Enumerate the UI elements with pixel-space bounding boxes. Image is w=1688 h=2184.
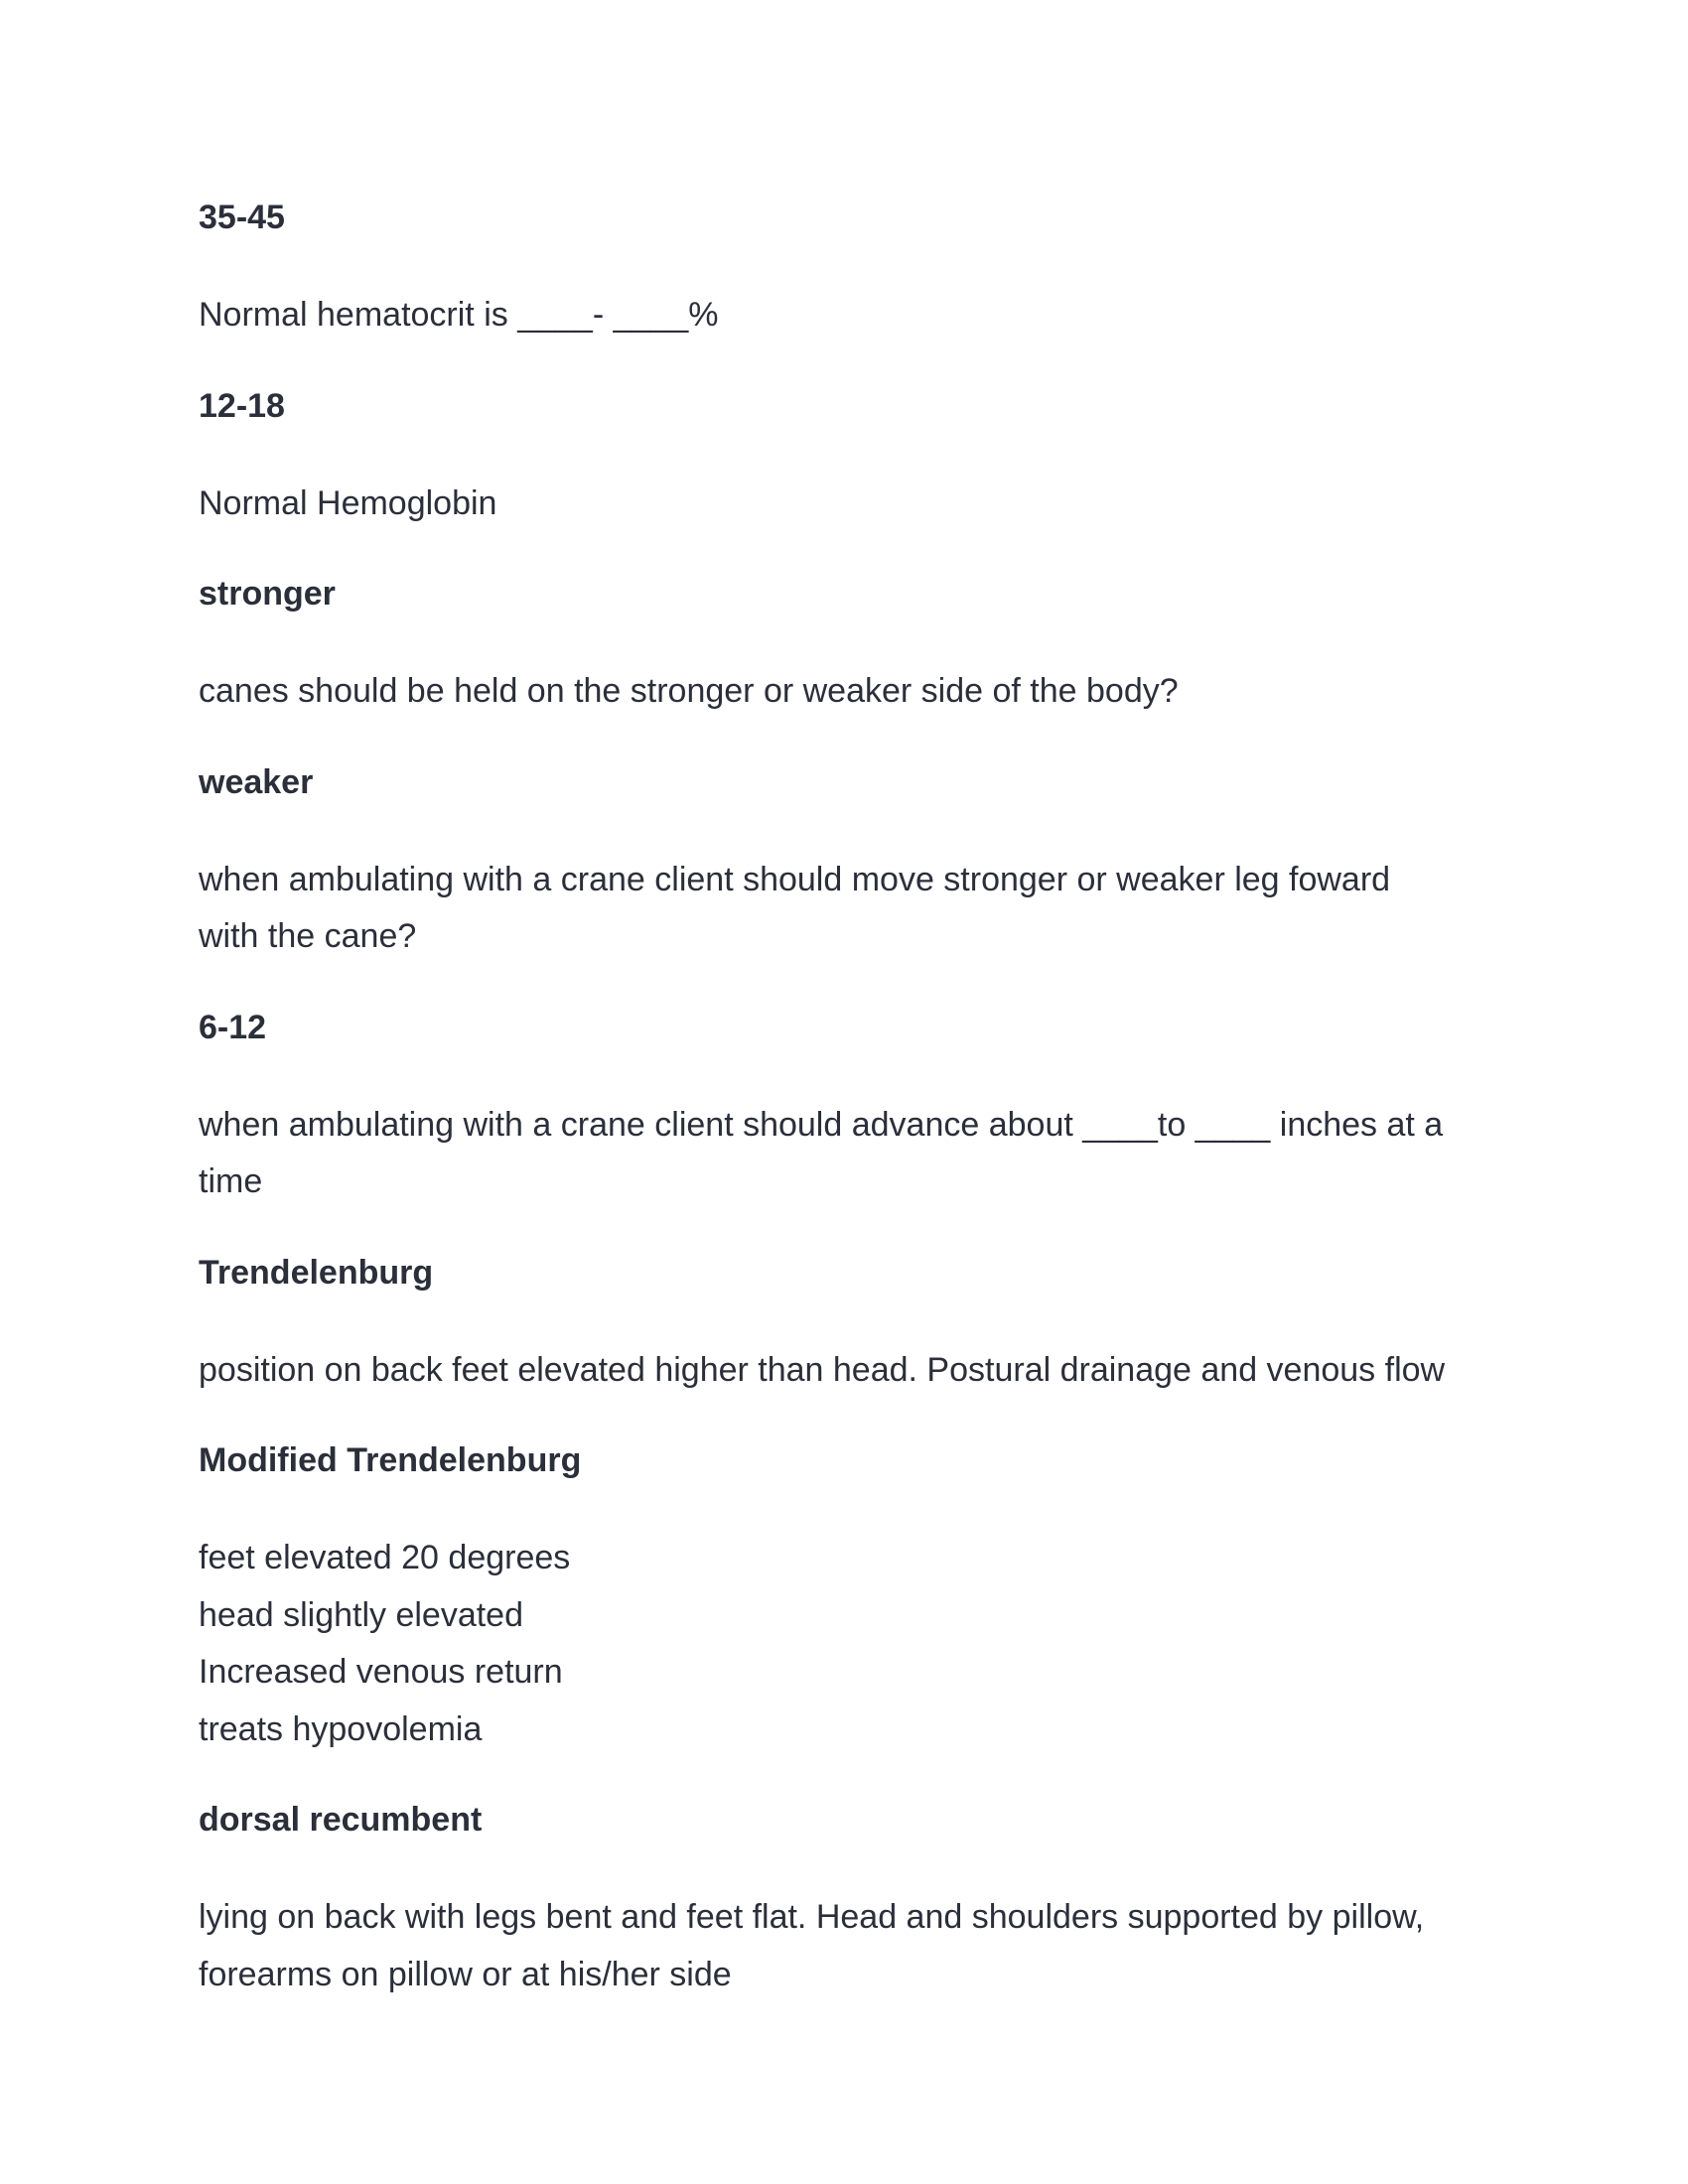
card-definition — [199, 1530, 1450, 1758]
card-term: dorsal recumbent — [199, 1801, 483, 1839]
flashcard — [199, 1007, 1450, 1211]
card-term: Modified Trendelenburg — [199, 1441, 582, 1479]
card-definition — [199, 1342, 1450, 1400]
definition-line: when ambulating with a crane client should move stronger or weaker leg foward with the cane? — [199, 860, 1391, 955]
card-definition — [199, 1889, 1450, 2003]
definition-line: when ambulating with a crane client should advance about ____to ____ inches at a time — [199, 1105, 1444, 1200]
definition-line: lying on back with legs bent and feet flat. Head and shoulders supported by pillow, forearms on pillow or at his/her side — [199, 1898, 1425, 1993]
definition-line: treats hypovolemia — [199, 1709, 483, 1748]
flashcard — [199, 1799, 1450, 2003]
definition-line: Normal Hemoglobin — [199, 483, 497, 522]
card-definition — [199, 476, 1450, 533]
card-definition — [199, 852, 1450, 966]
flashcard-list — [199, 197, 1450, 2044]
card-term: Trendelenburg — [199, 1253, 434, 1292]
definition-line: feet elevated 20 degrees — [199, 1539, 571, 1576]
card-definition — [199, 663, 1450, 721]
definition-line: canes should be held on the stronger or weaker side of the body? — [199, 672, 1179, 710]
card-term: stronger — [199, 575, 336, 613]
definition-line: position on back feet elevated higher than head. Postural drainage and venous flow — [199, 1350, 1446, 1389]
card-term: 12-18 — [199, 386, 285, 425]
flashcard — [199, 761, 1450, 966]
definition-line: Normal hematocrit is ____- ____% — [199, 296, 719, 334]
flashcard — [199, 385, 1450, 533]
card-term: 35-45 — [199, 199, 285, 236]
flashcard — [199, 1439, 1450, 1758]
flashcard — [199, 1252, 1450, 1400]
definition-line: Increased venous return — [199, 1653, 563, 1691]
definition-line: head slightly elevated — [199, 1595, 524, 1634]
flashcard — [199, 573, 1450, 721]
flashcard — [199, 197, 1450, 344]
card-term: weaker — [199, 762, 314, 801]
card-definition — [199, 287, 1450, 344]
card-definition — [199, 1097, 1450, 1211]
card-term: 6-12 — [199, 1008, 267, 1046]
